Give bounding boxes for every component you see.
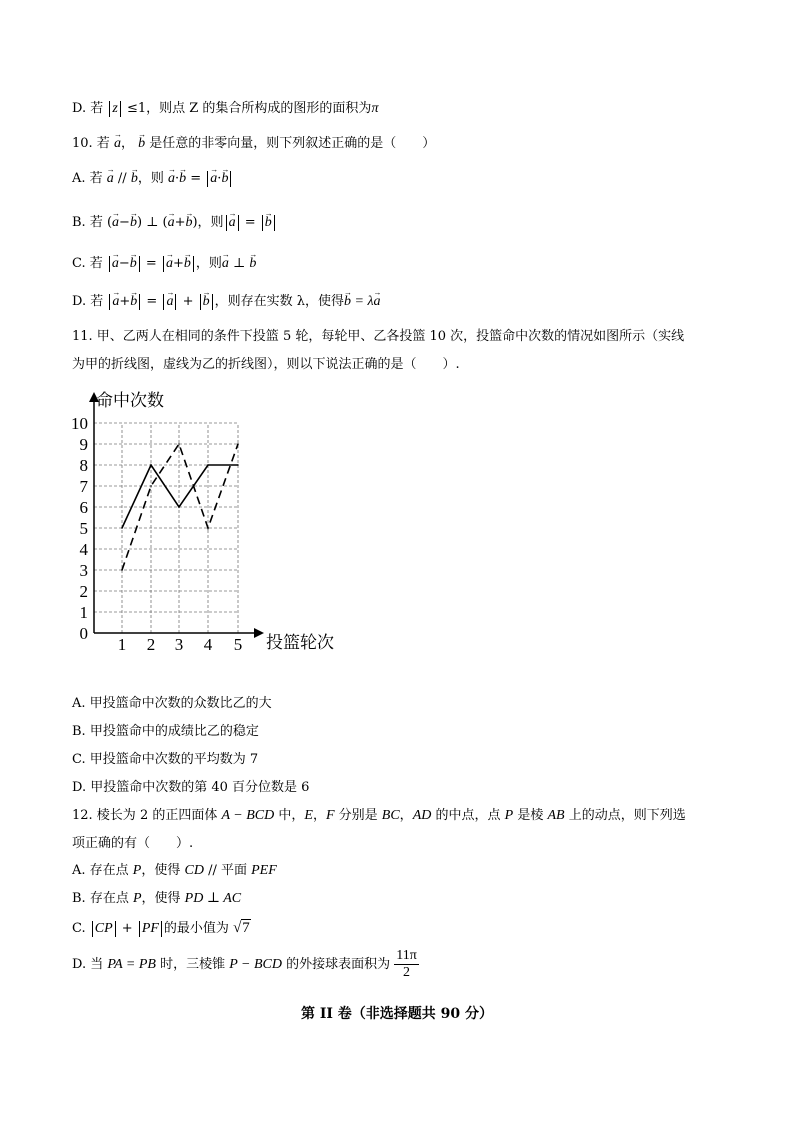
abs-bar [139,921,140,937]
option-label: C. 若 [72,256,103,271]
q12-option-a [72,862,277,880]
option-label: A. 若 [72,171,103,186]
x-tick-label: 2 [146,635,156,654]
abs-bar [163,294,164,310]
option-label: B. 存在点 [72,891,133,906]
vector-b: → b [130,255,137,273]
text: 的最小值为 [163,921,234,936]
text: ，使得 [141,891,185,906]
point-p: P [132,863,142,878]
plus: + [178,294,198,309]
x-tick-label: 5 [233,635,243,654]
vector-b: → b [203,293,210,311]
series-yi-point [178,443,180,445]
q12-option-c [72,919,251,938]
edge-ab: AB [547,808,565,823]
abs-bar [230,171,231,187]
y-axis-label: 命中次数 [96,391,164,410]
text: ， [399,808,413,823]
abs-bar [109,256,110,272]
vector-a: → a [210,170,217,188]
abs-bar [109,101,110,117]
plane-pef: PEF [251,863,277,878]
abs-bar [212,294,213,310]
equals: = [186,171,206,186]
text: 分别是 [334,808,382,823]
equals-lambda: = λ [351,294,374,309]
q10-option-a: A. 若 → a // → b，则 → a·→ b = → a·→ b [72,170,233,188]
line-chart [66,386,356,658]
text: 中， [274,808,305,823]
y-tick-label: 3 [79,561,88,580]
q11-option-c: C. 甲投篮命中次数的平均数为 7 [72,752,259,767]
condition: PA = PB [107,957,156,972]
var-z: z [112,101,118,116]
q11-stem-line1: 11. 甲、乙两人在相同的条件下投篮 5 轮，每轮甲、乙各投篮 10 次，投篮命中次数的情况如图所示（实线 [72,329,685,344]
series-yi-point [237,443,239,445]
option-label: C. [72,921,90,936]
numerator: 11π [396,948,417,963]
abs-bar [139,256,140,272]
abs-bar [200,294,201,310]
vector-a: → a [114,135,121,153]
q11-option-d: D. 甲投篮命中次数的第 40 百分位数是 6 [72,780,310,795]
q10-number: 10. 若 [72,136,110,151]
q12-option-d [72,948,419,982]
q9d-condition: ≤1，则点 Z 的集合所构成的图形的面积为 [126,101,372,116]
then-text: )，则 [192,215,224,230]
q10-sep: ， [120,136,134,151]
text: // 平面 [203,863,252,878]
abs-bar [115,921,116,937]
vector-a: → a [112,293,119,311]
vector-a: → a [229,214,236,232]
segment-pf: PF [141,921,159,936]
q9d-label: D. 若 [72,101,104,116]
series-jia-point [150,464,152,466]
abs-bar [161,921,162,937]
vector-a: → a [168,214,175,232]
fraction [394,948,419,981]
abs-bar [109,294,110,310]
plus: + [172,256,184,271]
abs-bar [175,294,176,310]
point-e: E [304,808,313,823]
q12-number: 12. 棱长为 2 的正四面体 [72,808,222,823]
q10-option-b [72,214,277,232]
option-label: D. 当 [72,957,108,972]
perp-text: ) ⊥ ( [136,215,168,230]
vector-a: → a [166,255,173,273]
q11-option-a: A. 甲投篮命中次数的众数比乙的大 [72,696,272,711]
parallel-symbol: // [113,171,131,186]
line-cd: CD [184,863,204,878]
pi-symbol: π [371,101,379,116]
vector-a: → a [112,255,119,273]
y-tick-label: 8 [79,456,88,475]
vector-a: → a [107,170,114,188]
equals: = [142,294,162,309]
q11-stem-line2: 为甲的折线图，虚线为乙的折线图），则以下说法正确的是（ ）. [72,357,460,372]
x-axis-label: 投篮轮次 [266,633,334,652]
perp-relation: PD ⊥ AC [184,891,242,906]
chart-grid [94,423,238,633]
x-axis-arrow [254,628,264,638]
vector-b: → b [138,135,145,153]
sqrt-symbol: √7 [233,920,250,936]
y-tick-label: 4 [79,540,88,559]
series-yi-point [121,569,123,571]
vector-b: → b [249,255,256,273]
option-label: D. 若 [72,294,104,309]
vector-b: → b [185,214,192,232]
series-yi-point [207,527,209,529]
vector-b: → b [221,170,228,188]
abs-bar [262,215,263,231]
vector-a: → a [112,214,119,232]
vector-b: → b [184,255,191,273]
equals: = [141,256,161,271]
equals: = [240,215,260,230]
q12-stem-line1 [72,807,686,825]
vector-b: → b [344,293,351,311]
pyramid: P − BCD [229,957,282,972]
x-tick-label: 4 [203,635,213,654]
text: 时，三棱锥 [155,957,230,972]
text: 是棱 [513,808,548,823]
series-jia-point [237,464,239,466]
abs-bar [120,101,121,117]
abs-bar [193,256,194,272]
vector-a: → a [222,255,229,273]
vector-b: → b [130,293,137,311]
y-tick-label: 10 [71,414,88,433]
point-p: P [504,808,514,823]
then-text: ，则存在实数 λ，使得 [214,294,344,309]
vector-b: → b [265,214,272,232]
y-tick-label: 5 [79,519,88,538]
vector-a: → a [168,170,175,188]
series-yi-point [150,485,152,487]
option-label: A. 存在点 [72,863,133,878]
plus: + [174,215,186,230]
radicand: 7 [242,920,250,936]
chart-ticks [71,414,242,654]
vector-b: → b [130,214,137,232]
y-tick-label: 2 [79,582,88,601]
abs-bar [238,215,239,231]
minus: − [119,215,130,230]
series-jia-point [178,506,180,508]
segment-cp: CP [94,921,113,936]
series-jia-point [207,464,209,466]
q11-option-b: B. 甲投篮命中的成绩比乙的稳定 [72,724,259,739]
abs-bar [139,294,140,310]
plus: + [119,294,131,309]
vector-a: → a [166,293,173,311]
abs-bar [92,921,93,937]
minus: − [118,256,130,271]
point-p: P [132,891,142,906]
y-tick-label: 1 [79,603,88,622]
edge-ad: AD [412,808,432,823]
q9-option-d [72,100,378,118]
section-title: 第 II 卷（非选择题共 90 分） [300,1006,494,1022]
y-tick-label: 7 [79,477,88,496]
then-text: ，则 [137,171,164,186]
q12-option-b [72,890,241,908]
series-jia-point [121,527,123,529]
abs-bar [163,256,164,272]
perp-symbol: ⊥ [228,256,250,271]
q10-stem [72,135,435,153]
vector-b: → b [179,170,186,188]
then-text: ，则 [195,256,222,271]
tetrahedron: A − BCD [221,808,275,823]
y-tick-label: 0 [79,624,88,643]
text: 的外接球表面积为 [281,957,395,972]
x-tick-label: 1 [117,635,127,654]
q12-stem-line2: 项正确的有（ ）. [72,836,194,851]
q10-question: 是任意的非零向量，则下列叙述正确的是（ ） [149,136,436,151]
point-f: F [325,808,335,823]
q10-option-d [72,293,381,311]
text: ，使得 [141,863,185,878]
abs-bar [274,215,275,231]
text: 的中点，点 [431,808,505,823]
edge-bc: BC [381,808,400,823]
denominator: 2 [403,965,411,980]
abs-bar [226,215,227,231]
q10-option-c [72,255,256,273]
option-label: B. 若 ( [72,215,113,230]
x-tick-label: 3 [174,635,184,654]
y-tick-label: 9 [79,435,88,454]
abs-bar [207,171,208,187]
plus: + [117,921,137,936]
y-tick-label: 6 [79,498,88,517]
vector-a: → a [374,293,381,311]
text: ， [312,808,326,823]
text: 上的动点，则下列选 [564,808,686,823]
vector-b: → b [131,170,138,188]
